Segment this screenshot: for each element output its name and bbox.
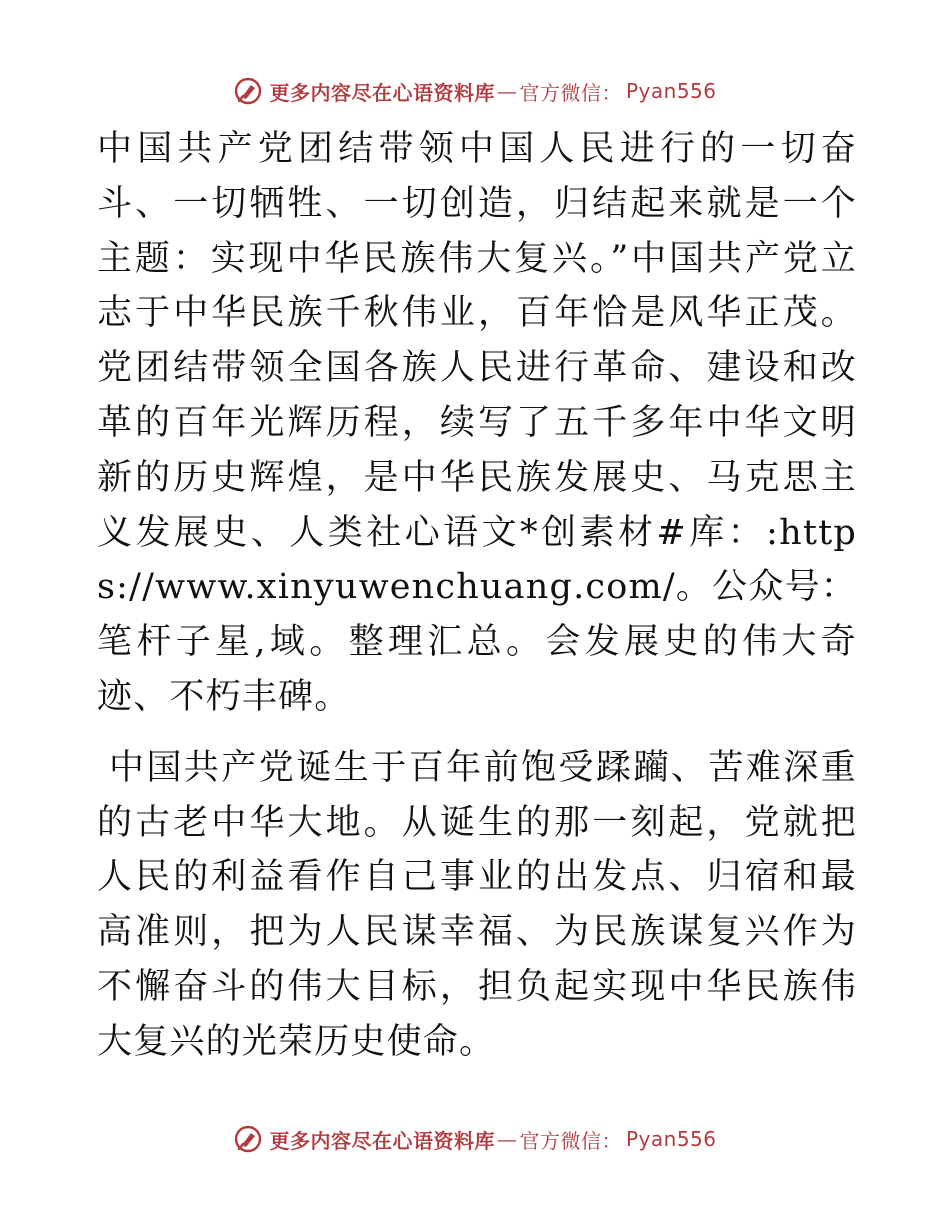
footer-banner [0, 1122, 950, 1156]
pen-nib-logo-icon [233, 76, 263, 106]
footer-wechat-id: Pyan556 [625, 1127, 717, 1151]
paragraph-1: 中国共产党团结带领中国人民进行的一切奋斗、一切牺牲、一切创造，归结起来就是一个主题：实现中华民族伟大复兴。”中国共产党立志于中华民族千秋伟业，百年恰是风华正茂。党团结带领全国各族人民进行革命、建设和改革的百年光辉历程，续写了五千多年中华文明新的历史辉煌，是中华民族发展史、马克思主义发展史、人类社心语文*创素材#库：:https://www.xinyuwenchuang.com/。公众号：笔杆子星,域。整理汇总。会发展史的伟大奇迹、不朽丰碑。 [97, 129, 857, 717]
paragraph-2: 中国共产党诞生于百年前饱受蹂躏、苦难深重的古老中华大地。从诞生的那一刻起，党就把人民的利益看作自己事业的出发点、归宿和最高准则，把为人民谋幸福、为民族谋复兴作为不懈奋斗的伟大目标，担负起实现中华民族伟大复兴的光荣历史使命。 [97, 747, 857, 1062]
header-separator: — [496, 79, 518, 103]
header-text [269, 77, 716, 106]
header-site-name: 更多内容尽在心语资料库 [269, 80, 495, 105]
pen-nib-logo-icon [233, 1124, 263, 1154]
footer-text [269, 1125, 716, 1154]
footer-wechat-label: 官方微信： [519, 1128, 622, 1153]
header-wechat-id: Pyan556 [625, 79, 717, 103]
footer-separator: — [496, 1127, 518, 1151]
document-body [97, 122, 857, 1070]
footer-site-name: 更多内容尽在心语资料库 [269, 1128, 495, 1153]
header-banner [0, 74, 950, 108]
header-wechat-label: 官方微信： [519, 80, 622, 105]
